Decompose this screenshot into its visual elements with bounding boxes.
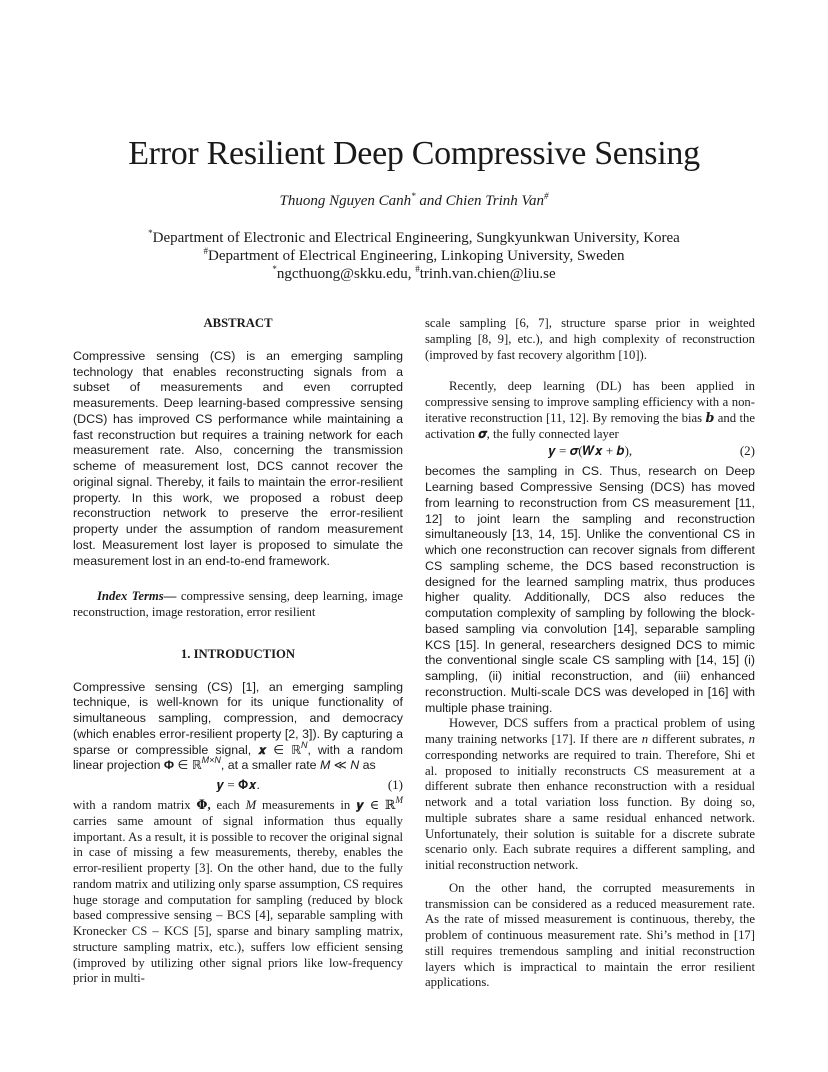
section-heading: 1. INTRODUCTION [180,646,296,661]
email-address[interactable]: ngcthuong@skku.edu, [276,266,416,282]
right-column [425,316,755,991]
email-line [0,265,828,283]
body-paragraph: becomes the sampling in CS. Thus, research on Deep Learning based Compressive Sensing (DCS) has moved from learning to reconstruction from CS measurement [11, 12] to joint learn the sampling and reconstruction simultaneously [13, 14, 15]. Unlike the conventional CS in which one reconstruction can recover signals from different CS sampling scheme, the DCS based reconstruction is designed for the learned sampling matrix, thus produces higher quality. Additionally, DCS also reduces the computation complexity of sampling by following the block-based sampling via convolution [14], separable sampling KCS [15]. In general, researchers designed DCS to mimic the conventional single scale CS sampling with [14, 15] (i) sampling, (ii) initial reconstruction, and (iii) enhanced reconstruction. Multi-scale DCS was developed in [16] with multiple phase training. [425,464,755,715]
equation-number: (1) [387,777,403,792]
body-paragraph: However, DCS suffers from a practical problem of using many training networks [17]. If there are n different subrates, n corresponding networks are required to train. Therefore, Shi et al. proposed to initially reconstructs CS measurement at a different subrate then enhance reconstruction with a residual network and a total variation loss function. By doing so, multiple subrates share a same residual enhanced network. Unfortunately, their solution is suitable for a discrete subrate scenario only. Each subrate requires a different sampling, and initial reconstruction network. [425,716,755,872]
equation-1 [73,774,403,798]
intro-paragraph: with a random matrix 𝚽, each M measurements in 𝒚 ∈ ℝ$^M$ carries same amount of signal information thus equally important. As a result, it is possible to recover the original signal in case of missing a few measurements, thereby, enables the error-resilient property [3]. On the other hand, due to the fully random matrix and utilizing only sparse assumption, CS requires huge storage and computation for sampling (reduced by block based compressive sensing – BCS [4], separable sampling with Kronecker CS – KCS [5], sparse and binary sampling matrix, structure sampling matrix, etc.), suffers low efficient sensing (improved by utilizing other signal priors like low-frequency prior in multi- [73,795,403,986]
author-line [0,192,828,210]
affiliation-line: *Department of Electronic and Electrical Engineering, Sungkyunkwan University, Korea [148,228,680,246]
author-mark: # [544,191,549,201]
author-name: Chien Trinh Van [445,193,545,209]
body-paragraph: Recently, deep learning (DL) has been applied in compressive sensing to improve sampling efficiency with a non-iterative reconstruction [11, 12]. By removing the bias 𝒃 and the activation 𝝈, the fully connected layer [425,379,755,441]
body-paragraph: scale sampling [6, 7], structure sparse prior in weighted sampling [8, 9], etc.), and high complexity of reconstruction (improved by fast recovery algorithm [10]). [425,316,755,362]
affiliation-line: #Department of Electrical Engineering, Linkoping University, Sweden [203,246,625,264]
email-address[interactable]: trinh.van.chien@liu.se [419,266,556,282]
affiliation-mark: * [148,228,153,238]
equation-2 [425,442,755,464]
author-conjunction: and [415,193,446,209]
left-column [73,316,403,987]
index-terms: Index Terms— compressive sensing, deep learning, image reconstruction, image restoration, error resilient [73,589,403,619]
author-mark: * [411,191,416,201]
affiliation-mark: # [203,246,209,256]
affiliations [0,229,828,283]
body-paragraph: On the other hand, the corrupted measurements in transmission can be considered as a reduced measurement rate. As the rate of missed measurement is continuous, thereby, the problem of continuous measurement rate. Shi’s method in [17] still requires tremendous sampling and initial reconstruction layers which is impractical to maintain the error resilient applications. [425,880,755,990]
equation-body: 𝒚 = 𝚽𝒙. [216,777,260,792]
index-terms-label: Index Terms— [97,589,177,604]
equation-body: 𝒚 = 𝝈(𝑾𝒙 + 𝒃), [547,443,633,459]
author-name: Thuong Nguyen Canh [279,193,412,209]
paper-title: Error Resilient Deep Compressive Sensing [128,135,700,172]
email-mark: # [415,264,420,274]
abstract-text: Compressive sensing (CS) is an emerging sampling technology that enables reconstructing signals from a subset of measurements and even corrupted measurements. Deep learning-based compressive sensing (DCS) has improved CS performance while maintaining a fast reconstruction but requires a training network for each measurement rate. Also, concerning the transmission scheme of measurement lost, DCS cannot recover the original signal. Thereby, it fails to maintain the error-resilient property. In this work, we proposed a robust deep reconstruction network to preserve the error-resilient property under the assumption of random measurement lost. Measurement lost layer is proposed to simulate the measurement lost in an end-to-end framework. [73,348,403,568]
abstract-heading: ABSTRACT [203,316,273,330]
intro-paragraph: Compressive sensing (CS) [1], an emerging sampling technique, is well-known for its unique functionality of simultaneous sampling, compression, and democracy (which enables error-resilient property [2, 3]). By capturing a sparse or compressible signal, 𝒙 ∈ ℝ$^N$, with a random linear projection Φ ∈ ℝ$^{M\times N}$, at a smaller rate M ≪ N as [73,679,403,773]
equation-number: (2) [739,443,755,459]
email-mark: * [272,264,277,274]
